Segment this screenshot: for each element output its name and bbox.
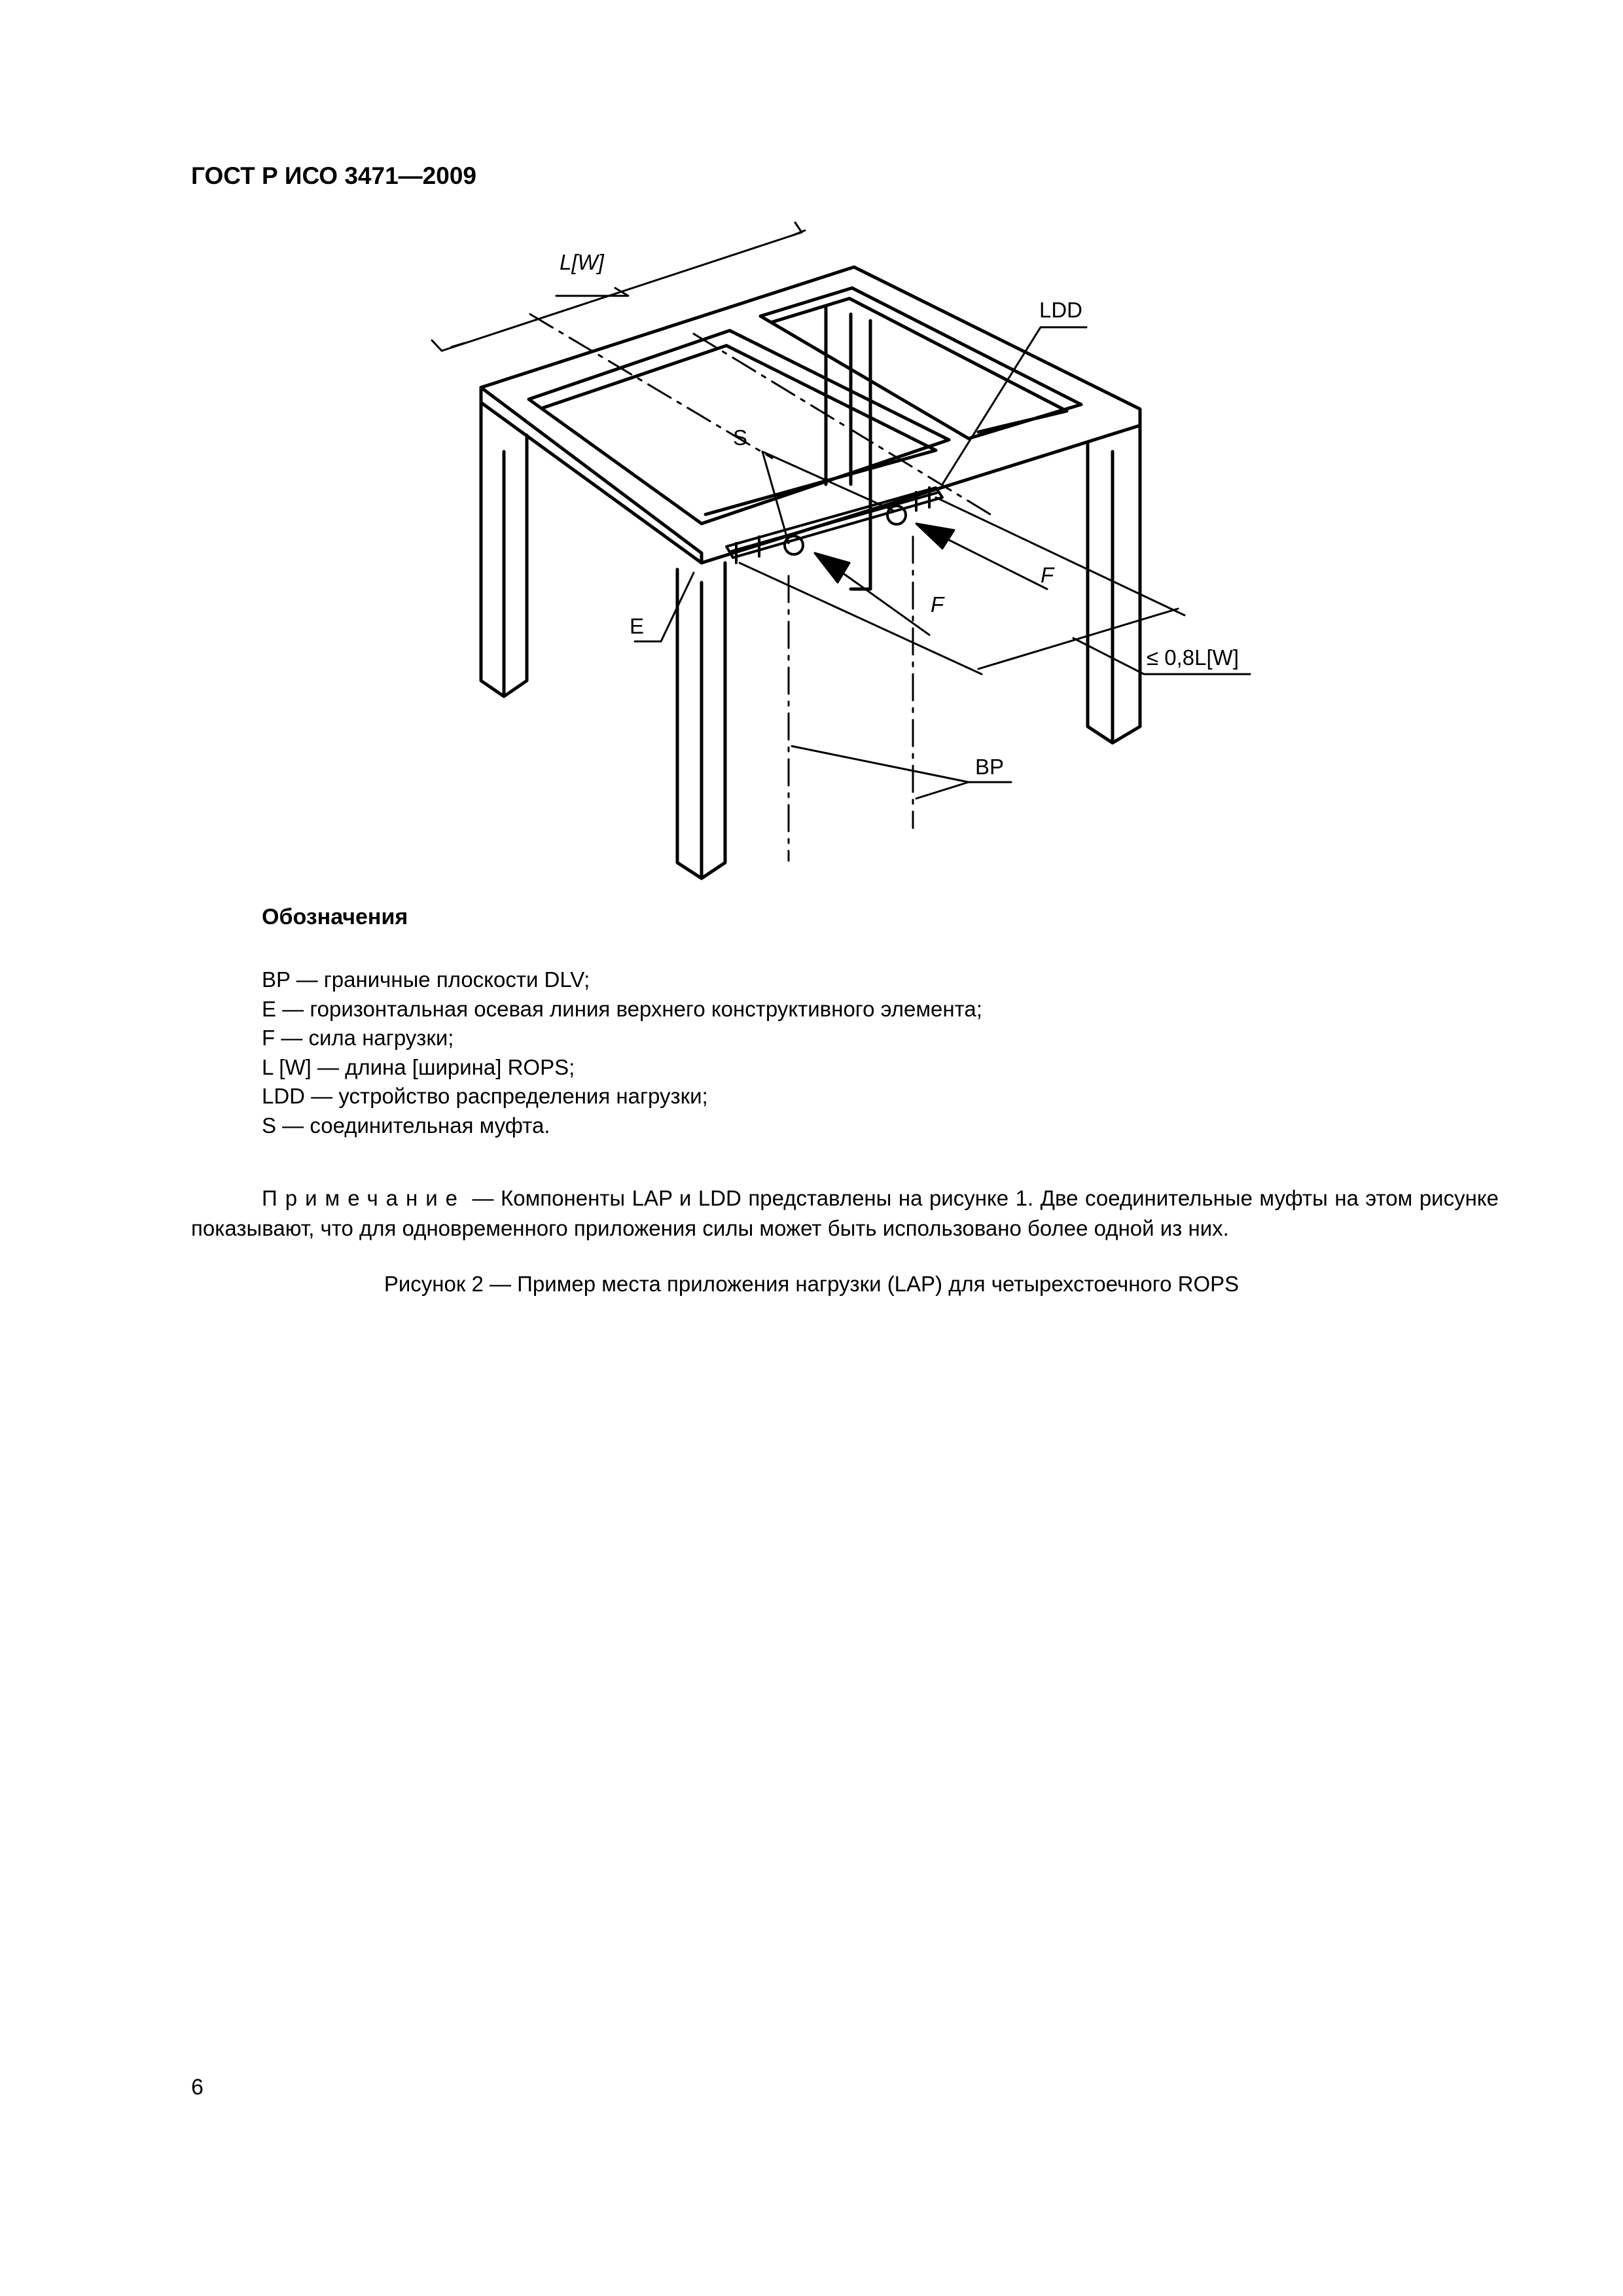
figure-caption: Рисунок 2 — Пример места приложения нагрузки (LAP) для четырехстоечного ROPS [383, 1272, 1240, 1296]
ldd-leader [942, 327, 1086, 484]
centerline-e [530, 314, 995, 517]
dim-lw-leader [556, 288, 628, 296]
label-lw: L[W] [560, 250, 604, 274]
label-bp: BP [975, 755, 1005, 779]
page-number: 6 [191, 2075, 204, 2100]
label-s: S [733, 425, 748, 450]
legend-item: BP — граничные плоскости DLV; [262, 967, 590, 992]
note-prefix: Примечание [262, 1186, 466, 1210]
label-ldd: LDD [1039, 298, 1083, 322]
rops-figure [0, 0, 1623, 903]
frame-opening-right [760, 288, 1081, 439]
leg-front-right [1088, 425, 1140, 743]
document-header: ГОСТ Р ИСО 3471—2009 [191, 162, 476, 189]
label-dim-08: ≤ 0,8L[W] [1147, 645, 1239, 670]
legend-item: LDD — устройство распределения нагрузки; [262, 1084, 708, 1108]
legend-list [262, 965, 982, 1140]
legend-item: F — сила нагрузки; [262, 1026, 454, 1050]
leg-front-left [481, 403, 527, 696]
bp-lines [789, 537, 913, 861]
legend-title: Обозначения [262, 905, 408, 929]
legend-item: E — горизонтальная осевая линия верхнего конструктивного элемента; [262, 996, 982, 1021]
dim-lw-line [432, 223, 802, 351]
label-f-right: F [1041, 563, 1054, 587]
leg-front-center [677, 563, 725, 878]
label-f-center: F [931, 592, 944, 617]
legend-item: L [W] — длина [ширина] ROPS; [262, 1054, 575, 1079]
leg-rear [826, 308, 870, 589]
label-e: E [630, 614, 645, 638]
legend-item: S — соединительная муфта. [262, 1113, 550, 1138]
note-text: — Компоненты LAP и LDD представлены на рисунке 1. Две соединительные муфты на этом рисунке показывают, что для одновременного приложения силы может быть использовано более одной из них. [191, 1186, 1499, 1240]
figure-note [191, 1183, 1499, 1244]
force-arrow-right [916, 524, 1047, 589]
